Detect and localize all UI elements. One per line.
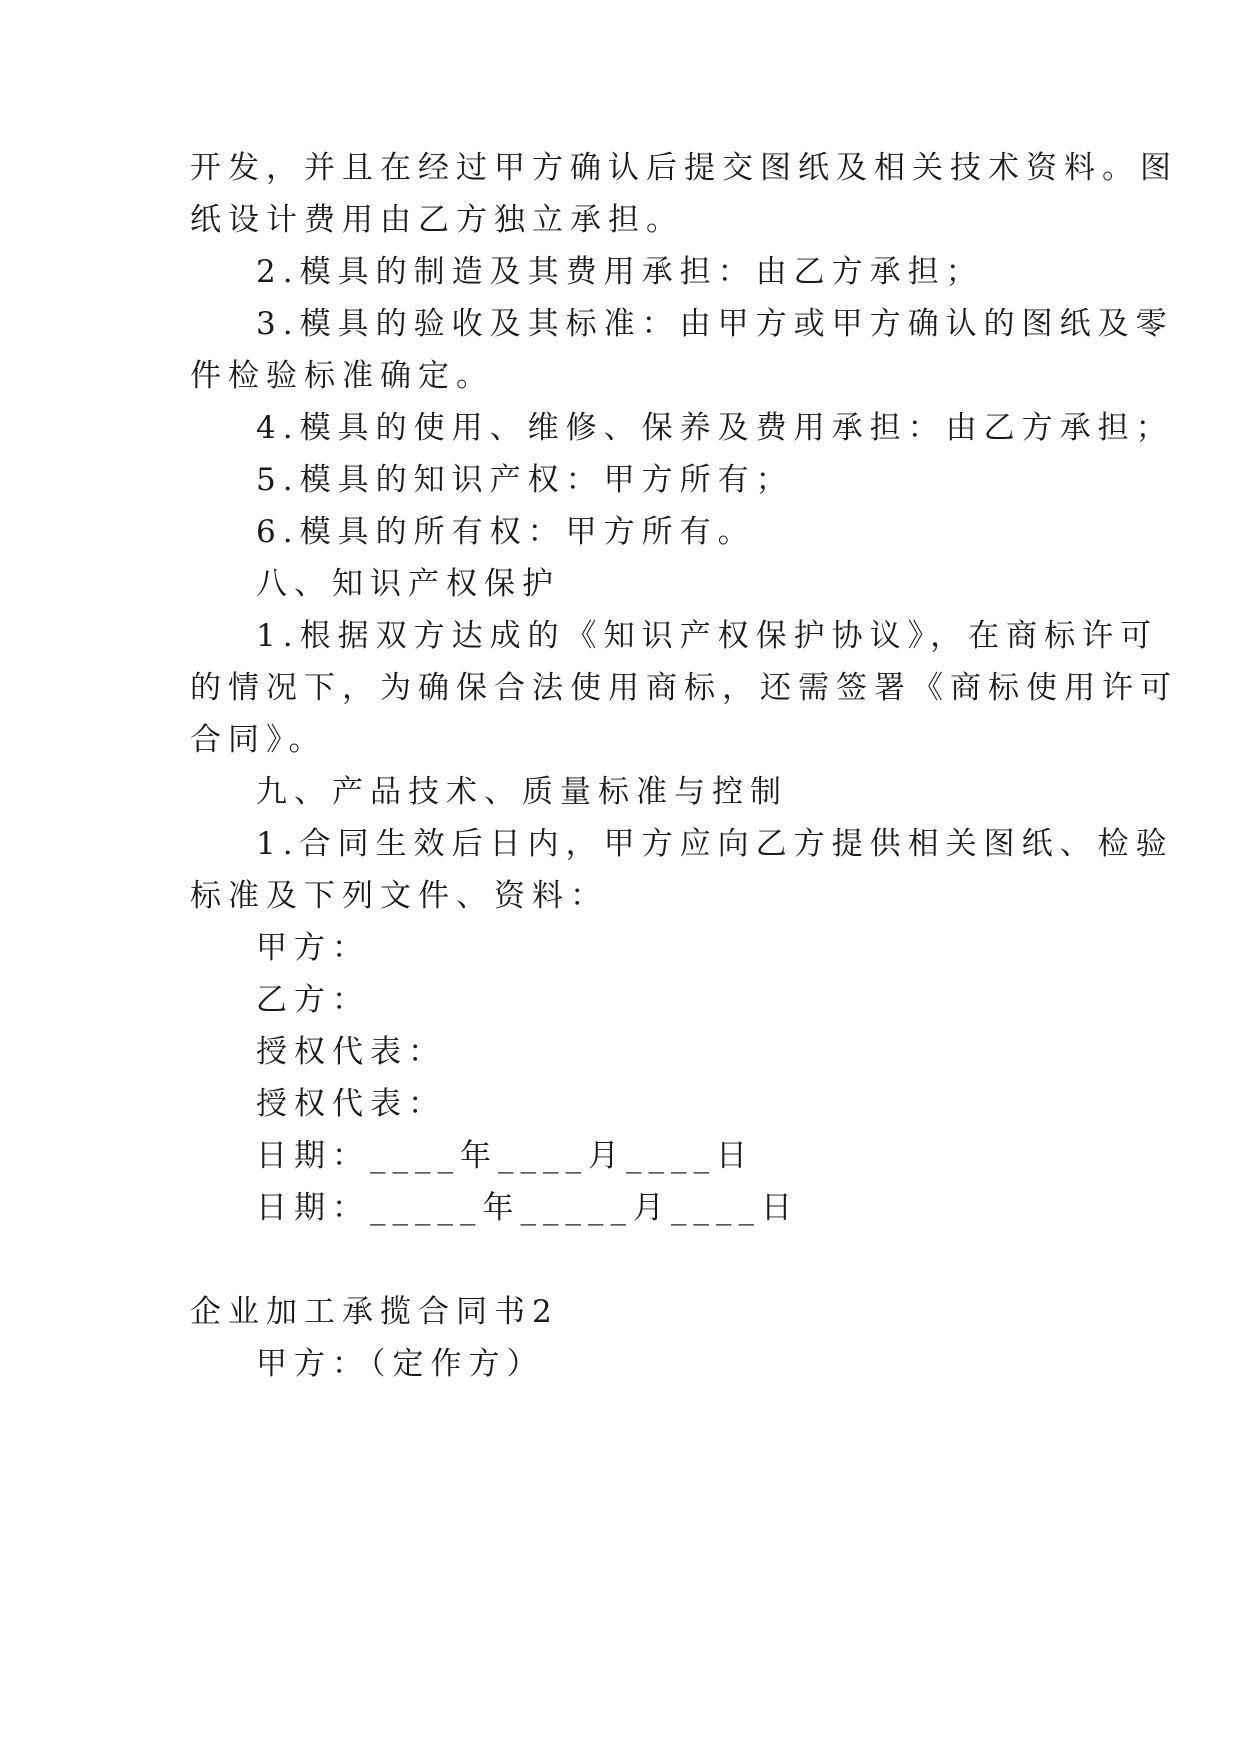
paragraph-line: 件检验标准确定。 — [190, 358, 494, 394]
paragraph-line: 合同》。 — [190, 722, 327, 758]
date-line-b: 日期：_____年_____月____日 — [256, 1190, 799, 1226]
authorized-representative-b: 授权代表： — [256, 1086, 446, 1122]
clause-6-mold-ownership: 6.模具的所有权：甲方所有。 — [256, 514, 756, 550]
party-b-signature: 乙方： — [256, 982, 370, 1018]
contract-title: 企业加工承揽合同书2 — [190, 1294, 559, 1330]
paragraph-line: 纸设计费用由乙方独立承担。 — [190, 202, 684, 238]
clause-9-1: 1.合同生效后日内，甲方应向乙方提供相关图纸、检验 — [256, 826, 1174, 862]
clause-2-mold-manufacturing: 2.模具的制造及其费用承担：由乙方承担； — [256, 254, 984, 290]
authorized-representative-a: 授权代表： — [256, 1034, 446, 1070]
clause-4-mold-usage: 4.模具的使用、维修、保养及费用承担：由乙方承担； — [256, 410, 1174, 446]
party-a-commissioner: 甲方：（定作方） — [256, 1346, 545, 1382]
section-heading-9: 九、产品技术、质量标准与控制 — [256, 774, 788, 810]
clause-3-mold-acceptance: 3.模具的验收及其标准：由甲方或甲方确认的图纸及零 — [256, 306, 1174, 342]
date-line-a: 日期：____年____月____日 — [256, 1138, 754, 1174]
paragraph-line: 开发，并且在经过甲方确认后提交图纸及相关技术资料。图 — [190, 150, 1178, 186]
paragraph-line: 标准及下列文件、资料： — [190, 878, 608, 914]
paragraph-line: 的情况下，为确保合法使用商标，还需签署《商标使用许可 — [190, 670, 1178, 706]
clause-5-mold-ip: 5.模具的知识产权：甲方所有； — [256, 462, 794, 498]
clause-8-1: 1.根据双方达成的《知识产权保护协议》，在商标许可 — [256, 618, 1159, 654]
section-heading-8: 八、知识产权保护 — [256, 566, 560, 602]
party-a-signature: 甲方： — [256, 930, 370, 966]
